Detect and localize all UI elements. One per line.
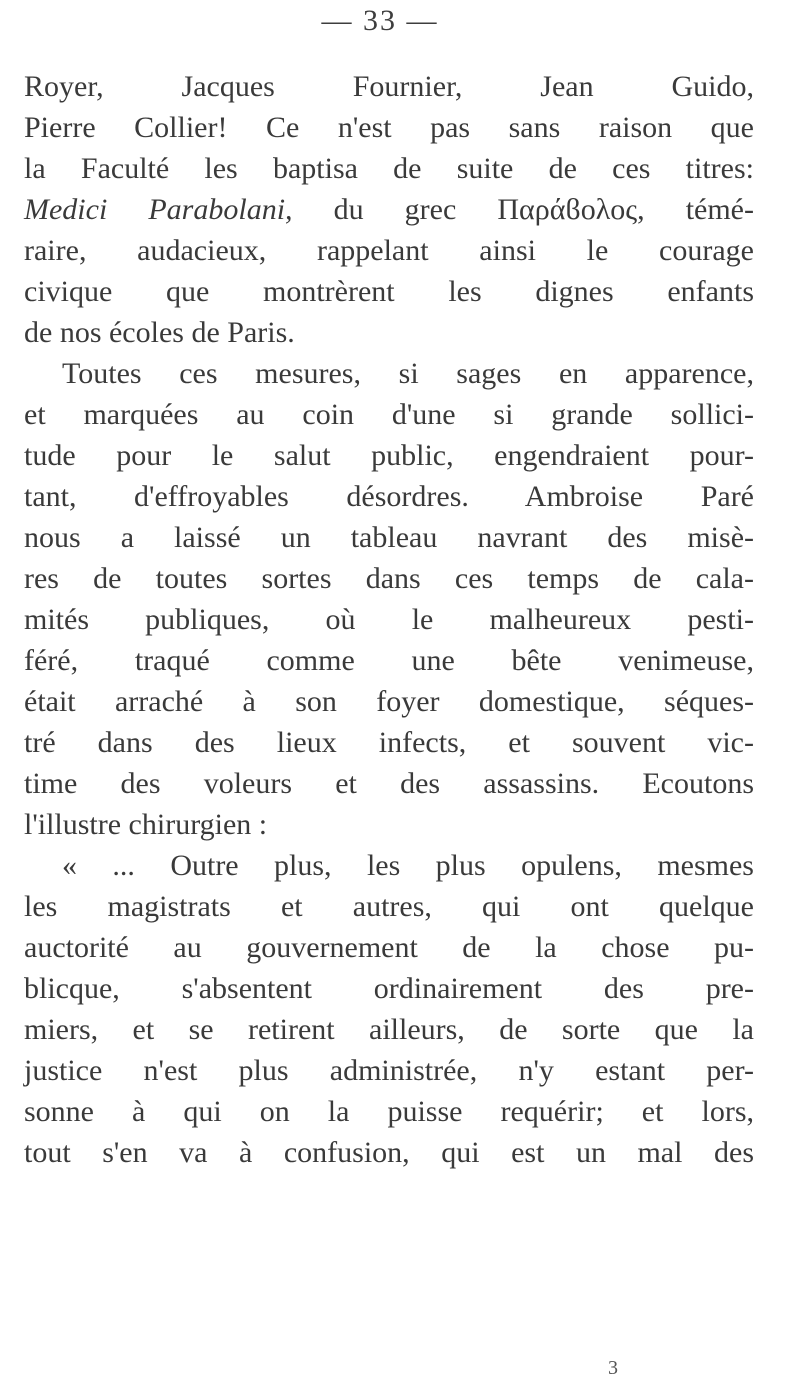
text-line: la Faculté les baptisa de suite de ces titres: xyxy=(24,152,754,185)
text-line: res de toutes sortes dans ces temps de cala- xyxy=(24,562,754,595)
text-line: Toutes ces mesures, si sages en apparence, xyxy=(62,357,754,390)
text-line xyxy=(24,189,754,230)
text-segment: du grec Παράϐολος, témé- xyxy=(292,193,754,226)
page-number: — 33 — xyxy=(321,4,439,37)
text-line: justice n'est plus administrée, n'y estant per- xyxy=(24,1054,754,1087)
text-line: blicque, s'absentent ordinairement des pre- xyxy=(24,972,754,1005)
text-line: était arraché à son foyer domestique, séques- xyxy=(24,685,754,718)
text-line: l'illustre chirurgien : xyxy=(24,808,268,841)
text-line: civique que montrèrent les dignes enfants xyxy=(24,275,754,308)
signature-mark: 3 xyxy=(608,1357,618,1379)
text-line: auctorité au gouvernement de la chose pu- xyxy=(24,931,754,964)
italic-term: Medici Parabolani, xyxy=(24,193,293,226)
text-line: tré dans des lieux infects, et souvent vic- xyxy=(24,726,754,759)
text-line: de nos écoles de Paris. xyxy=(24,316,295,349)
text-line: sonne à qui on la puisse requérir; et lors, xyxy=(24,1095,754,1128)
text-line: mités publiques, où le malheureux pesti- xyxy=(24,603,754,636)
text-line: féré, traqué comme une bête venimeuse, xyxy=(24,644,754,677)
text-line: « ... Outre plus, les plus opulens, mesmes xyxy=(62,849,754,882)
text-line: tude pour le salut public, engendraient pour- xyxy=(24,439,754,472)
text-line: raire, audacieux, rappelant ainsi le courage xyxy=(24,234,754,267)
text-line: miers, et se retirent ailleurs, de sorte que la xyxy=(24,1013,754,1046)
text-line: time des voleurs et des assassins. Ecoutons xyxy=(24,767,754,800)
text-line: tant, d'effroyables désordres. Ambroise Paré xyxy=(24,480,754,513)
text-line: tout s'en va à confusion, qui est un mal des xyxy=(24,1136,754,1169)
text-line: et marquées au coin d'une si grande sollici- xyxy=(24,398,754,431)
text-line: les magistrats et autres, qui ont quelque xyxy=(24,890,754,923)
text-line: Royer, Jacques Fournier, Jean Guido, xyxy=(24,70,754,103)
text-line: nous a laissé un tableau navrant des misè- xyxy=(24,521,754,554)
text-line: Pierre Collier! Ce n'est pas sans raison que xyxy=(24,111,754,144)
body-text xyxy=(24,66,754,1173)
